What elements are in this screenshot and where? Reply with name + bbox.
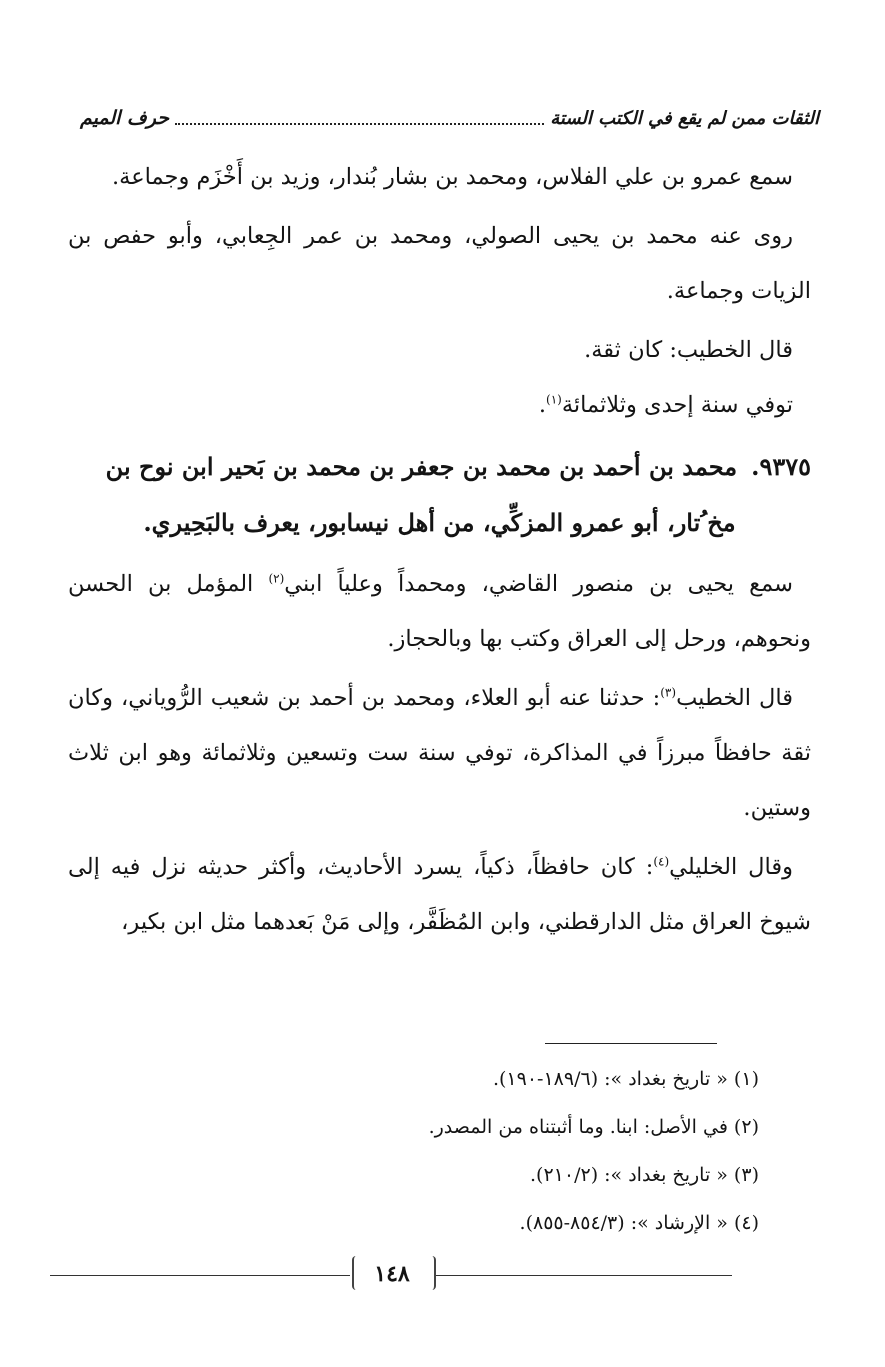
footnote-ref-4: (٤) [653, 854, 670, 869]
entry-heading [68, 439, 811, 551]
entry-name-line2: مخ ُتار، أبو عمرو المزكِّي، من أهل نيسابور، يعرف بالبَحِيري. [143, 508, 736, 537]
paragraph-khatib-opinion: قال الخطيب: كان ثقة. [584, 337, 793, 363]
bottom-rule-left [50, 1275, 350, 1276]
bottom-rule-right [434, 1275, 732, 1276]
entry-number: ٩٣٧٥. [751, 452, 811, 481]
footnote-ref-3: (٣) [660, 685, 677, 700]
footnote-4: (٤) « الإرشاد »: (٨٥٤/٣-٨٥٥). [519, 1212, 759, 1234]
paragraph-students: روى عنه محمد بن يحيى الصولي، ومحمد بن عمر الجِعابي، وأبو حفص بن الزيات وجماعة. [68, 223, 811, 304]
footnote-2: (٢) في الأصل: ابنا. وما أثبتناه من المصدر. [428, 1116, 759, 1138]
paragraph-death-date: توفي سنة إحدى وثلاثمائة$^{(١)}$. [538, 392, 793, 418]
footnote-ref-2: (٢) [268, 571, 285, 586]
footnote-3: (٣) « تاريخ بغداد »: (٢١٠/٢). [530, 1164, 759, 1186]
chapter-title: حرف الميم [80, 107, 169, 129]
paragraph-khalili-opinion: وقال الخليلي$^{(٤)}$: كان حافظاً، ذكياً، يسرد الأحاديث، وأكثر حديثه نزل فيه إلى شيوخ العراق مثل الدارقطني، وابن المُظَفَّر، وإلى مَنْ بَعدهما مثل ابن بكير، [68, 854, 811, 935]
page-number: ١٤٨ [374, 1261, 410, 1287]
running-header [80, 98, 819, 138]
footnote-1: (١) « تاريخ بغداد »: (١٨٩/٦-١٩٠). [492, 1068, 759, 1090]
footnote-ref-1: (١) [546, 392, 562, 407]
header-leader-dots [175, 122, 544, 125]
footnote-separator [545, 1043, 717, 1044]
paragraph-entry-teachers: سمع يحيى بن منصور القاضي، ومحمداً وعلياً ابني$^{(٢)}$ المؤمل بن الحسن ونحوهم، ورحل إلى العراق وكتب بها وبالحجاز. [68, 571, 811, 652]
paragraph-khatib-narration: قال الخطيب$^{(٣)}$: حدثنا عنه أبو العلاء، ومحمد بن أحمد بن شعيب الرُّوياني، وكان ثقة حافظاً مبرزاً في المذاكرة، توفي سنة ست وتسعين وثلاثمائة وهو ابن ثلاث وستين. [68, 685, 811, 821]
death-date-text: توفي سنة إحدى وثلاثمائة [561, 392, 793, 418]
page-body [68, 150, 811, 954]
entry-name-line1: محمد بن أحمد بن محمد بن جعفر بن محمد بن بَحير ابن نوح بن [105, 452, 738, 481]
paragraph-teachers: سمع عمرو بن علي الفلاس، ومحمد بن بشار بُندار، وزيد بن أَخْزَم وجماعة. [112, 164, 793, 190]
footnotes [200, 1055, 759, 1247]
book-title: الثقات ممن لم يقع في الكتب الستة [550, 107, 819, 129]
